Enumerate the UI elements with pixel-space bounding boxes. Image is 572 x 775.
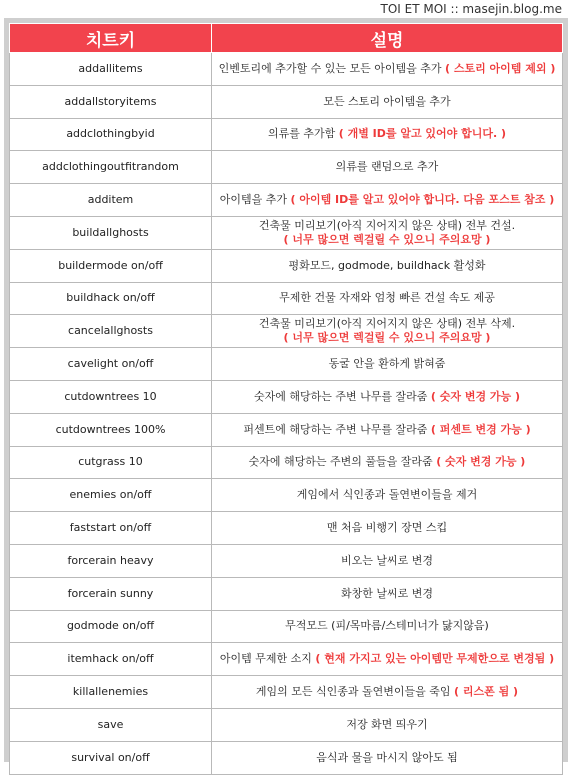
table-row [10,282,563,315]
cheat-command: itemhack on/off [10,643,212,676]
cheat-command: cutdowntrees 10 [10,380,212,413]
table-row [10,676,563,709]
description-text: 숫자에 해당하는 주변의 풀들을 잘라줌 [248,455,433,469]
watermark: TOI ET MOI :: masejin.blog.me [380,2,562,16]
cheat-description-cell [212,446,563,479]
cheat-command: buildermode on/off [10,249,212,282]
table-header-row [10,24,563,53]
table-row [10,741,563,774]
cheat-command: buildhack on/off [10,282,212,315]
cheat-command: cutgrass 10 [10,446,212,479]
cheat-description-cell [212,184,563,217]
cheat-description-cell [212,512,563,545]
description-text: 맨 처음 비행기 장면 스킵 [326,521,448,535]
description-note: ( 스토리 아이템 제외 ) [444,61,556,75]
description-note: ( 숫자 변경 가능 ) [436,455,526,469]
cheat-description-cell [212,380,563,413]
table-row [10,479,563,512]
description-text: 건축물 미리보기(아직 지어지지 않은 상태) 전부 삭제. [258,317,516,331]
cheat-description-cell [212,118,563,151]
description-note: ( 아이템 ID를 알고 있어야 합니다. 다음 포스트 참조 ) [290,193,555,207]
cheat-command: enemies on/off [10,479,212,512]
cheat-command: faststart on/off [10,512,212,545]
table-row [10,643,563,676]
table-row [10,610,563,643]
description-text: 저장 화면 띄우기 [346,717,428,731]
description-text: 건축물 미리보기(아직 지어지지 않은 상태) 전부 건설. [258,218,516,232]
table-row [10,249,563,282]
cheat-description-cell [212,708,563,741]
cheat-description-cell [212,544,563,577]
cheat-command: buildallghosts [10,216,212,249]
table-row [10,216,563,249]
cheat-description-cell [212,348,563,381]
description-text: 인벤토리에 추가할 수 있는 모든 아이템을 추가 [218,61,442,75]
description-text: 무제한 건물 자재와 엄청 빠른 건설 속도 제공 [279,291,495,305]
description-note: ( 리스폰 됨 ) [454,685,519,699]
cheat-description-cell [212,413,563,446]
cheat-description-cell [212,85,563,118]
cheat-description-cell [212,610,563,643]
description-note: ( 퍼센트 변경 가능 ) [430,422,531,436]
cheat-command: cavelight on/off [10,348,212,381]
description-text: 비오는 날씨로 변경 [340,553,433,567]
cheat-command: addallstoryitems [10,85,212,118]
description-text: 퍼센트에 해당하는 주변 나무를 잘라줌 [243,422,428,436]
table-body [10,53,563,775]
description-note: ( 숫자 변경 가능 ) [430,389,521,403]
cheat-description-cell [212,479,563,512]
cheat-description-cell [212,151,563,184]
description-text: 숫자에 해당하는 주변 나무를 잘라줌 [253,389,428,403]
cheat-table [9,23,563,775]
description-text: 아이템 무제한 소지 [219,652,312,666]
description-text: 의류를 랜덤으로 추가 [335,160,439,174]
cheat-description-cell [212,741,563,774]
cheat-description-cell [212,249,563,282]
cheat-command: cancelallghosts [10,315,212,348]
cheat-command: godmode on/off [10,610,212,643]
cheat-command: addclothingoutfitrandom [10,151,212,184]
header-cheat-key: 치트키 [10,24,212,53]
cheat-description-cell [212,577,563,610]
cheat-command: killallenemies [10,676,212,709]
cheat-command: forcerain sunny [10,577,212,610]
description-note: ( 현재 가지고 있는 아이템만 무제한으로 변경됨 ) [315,652,555,666]
table-row [10,577,563,610]
table-row [10,380,563,413]
description-text: 모든 스토리 아이템을 추가 [323,94,451,108]
description-text: 게임에서 식인종과 돌연변이들을 제거 [296,488,478,502]
cheat-command: addclothingbyid [10,118,212,151]
cheat-command: addallitems [10,53,212,86]
description-text: 아이템을 추가 [219,193,287,207]
table-row [10,85,563,118]
cheat-command: forcerain heavy [10,544,212,577]
cheat-description-cell [212,216,563,249]
table-row [10,446,563,479]
description-text: 음식과 물을 마시지 않아도 됨 [316,750,458,764]
description-note: ( 개별 ID를 알고 있어야 합니다. ) [338,127,507,141]
table-row [10,151,563,184]
table-row [10,315,563,348]
cheat-description-cell [212,315,563,348]
description-text: 화창한 날씨로 변경 [340,586,433,600]
table-row [10,118,563,151]
description-text: 의류를 추가함 [267,127,336,141]
description-text: 게임의 모든 식인종과 돌연변이들을 죽임 [255,685,451,699]
cheat-description-cell [212,282,563,315]
table-row [10,53,563,86]
description-note: ( 너무 많으면 렉걸릴 수 있으니 주의요망 ) [283,232,491,246]
cheat-description-cell [212,676,563,709]
table-row [10,708,563,741]
cheat-description-cell [212,53,563,86]
cheat-command: save [10,708,212,741]
cheat-table-frame [4,18,568,762]
table-row [10,512,563,545]
description-text: 동굴 안을 환하게 밝혀줌 [328,357,446,371]
description-text: 무적모드 (피/목마름/스테미너가 닳지않음) [285,619,489,633]
cheat-command: survival on/off [10,741,212,774]
table-row [10,184,563,217]
header-description: 설명 [212,24,563,53]
description-text: 평화모드, godmode, buildhack 활성화 [288,258,486,272]
cheat-command: cutdowntrees 100% [10,413,212,446]
cheat-command: additem [10,184,212,217]
cheat-description-cell [212,643,563,676]
table-row [10,413,563,446]
description-note: ( 너무 많으면 렉걸릴 수 있으니 주의요망 ) [283,331,491,345]
table-row [10,348,563,381]
table-row [10,544,563,577]
